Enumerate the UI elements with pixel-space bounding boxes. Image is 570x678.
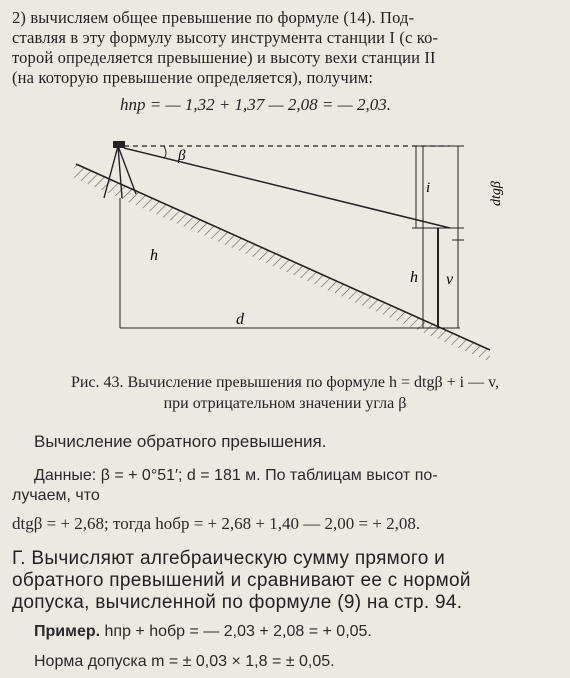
beta-arc [164, 146, 166, 158]
step-g-line-2: обратного превышений и сравнивают ее с нормой [12, 570, 471, 591]
intro-line-3: торой определяется превышение) и высоту вехи станции II [12, 48, 436, 67]
figure-caption [0, 372, 570, 414]
caption-line-1: Рис. 43. Вычисление превышения по формуле h = dtgβ + i — v, [70, 374, 500, 391]
example-label: Пример. [34, 623, 101, 640]
intro-line-4: (на которую превышение определяется), получим: [12, 68, 374, 87]
v-label: v [446, 271, 454, 288]
intro-line-2: ставляя в эту формулу высоту инструмента станции I (с ко- [12, 28, 439, 47]
d-label: d [236, 311, 244, 328]
data-line-1: Данные: β = + 0°51′; d = 181 м. По таблицам высот по- [34, 467, 438, 484]
caption-line-2: при отрицательном значении угла β [163, 395, 407, 412]
intro-line-1: 2) вычисляем общее превышение по формуле (14). Под- [12, 8, 415, 27]
example-formula: hпр + hобр = — 2,03 + 2,08 = + 0,05. [104, 623, 372, 640]
beta-label: β [178, 148, 186, 164]
h-left-label: h [150, 247, 158, 264]
formula-h-pr: hпр = — 1,32 + 1,37 — 2,08 = — 2,03. [120, 95, 392, 114]
data-line-2: лучаем, что [12, 487, 100, 504]
figure-43-diagram [60, 132, 504, 368]
section-title: Вычисление обратного превышения. [34, 432, 327, 451]
i-label: i [426, 180, 431, 196]
step-g-line-3: допуска, вычисленной по формуле (9) на стр. 94. [12, 592, 463, 613]
step-g-line-1: Г. Вычисляют алгебраическую сумму прямого и [12, 548, 446, 569]
formula-h-obr: dtgβ = + 2,68; тогда hобр = + 2,68 + 1,40 — 2,00 = + 2,08. [12, 514, 421, 533]
norm-line: Норма допуска m = ± 0,03 × 1,8 = ± 0,05. [34, 653, 335, 670]
h-right-label: h [410, 269, 418, 286]
example-line [34, 622, 372, 642]
step-g-paragraph [12, 548, 560, 614]
intro-paragraph [12, 8, 560, 88]
dtg-label: dtgβ [489, 181, 504, 206]
